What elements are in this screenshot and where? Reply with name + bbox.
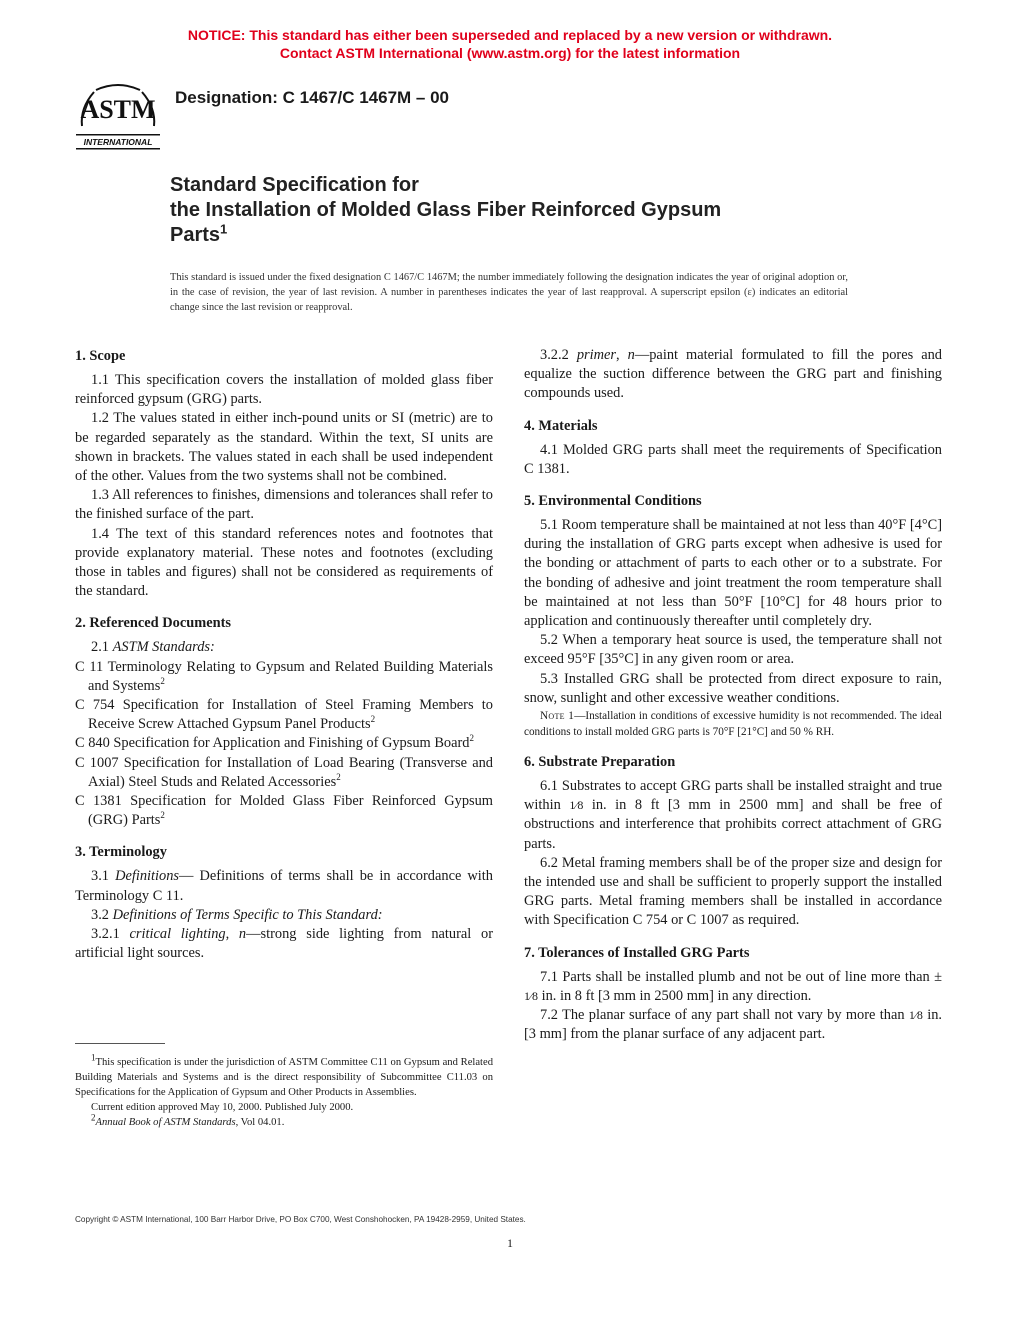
right-column bbox=[524, 346, 942, 1056]
section-heading: 7. Tolerances of Installed GRG Parts bbox=[524, 944, 750, 961]
section-environmental-conditions bbox=[524, 491, 942, 740]
reference-item: C 754 Specification for Installation of Steel Framing Members to Receive Screw Attached Gypsum Panel Products$^2$ bbox=[75, 697, 493, 733]
title-footnote-ref: 1 bbox=[220, 221, 228, 237]
paragraph: 1.1 This specification covers the installation of molded glass fiber reinforced gypsum (GRG) parts. bbox=[75, 372, 493, 408]
title-line-3: Parts$^1$ bbox=[170, 221, 228, 246]
paragraph: 6.1 Substrates to accept GRG parts shall be installed straight and true within 1⁄8 in. in 8 ft [3 mm in 2500 mm] and shall be free of obstructions and interference that prohibits correct attachment of GRG parts. bbox=[524, 778, 942, 852]
section-heading: 2. Referenced Documents bbox=[75, 615, 231, 632]
paragraph: 3.2 Definitions of Terms Specific to This Standard: bbox=[91, 906, 383, 923]
notice-line-2: Contact ASTM International (www.astm.org) for the latest information bbox=[279, 45, 741, 61]
section-terminology-continued bbox=[524, 346, 942, 404]
paragraph: 6.2 Metal framing members shall be of the proper size and design for the intended use and shall be sufficient to properly support the installed GRG parts. Metal framing members shall be installed in accordance with Specification C 754 or C 1007 as required. bbox=[524, 854, 942, 929]
paragraph: 4.1 Molded GRG parts shall meet the requirements of Specification C 1381. bbox=[524, 441, 942, 477]
reference-item: C 840 Specification for Application and Finishing of Gypsum Board$^2$ bbox=[75, 733, 474, 752]
notice-banner bbox=[0, 26, 1020, 62]
footnotes bbox=[75, 1052, 493, 1130]
section-materials bbox=[524, 416, 942, 479]
section-heading: 1. Scope bbox=[75, 348, 126, 364]
paragraph: 7.2 The planar surface of any part shall not vary by more than 1⁄8 in. [3 mm] from the planar surface of any adjacent part. bbox=[524, 1007, 942, 1043]
section-heading: 5. Environmental Conditions bbox=[524, 493, 702, 510]
note-1: Note 1—Installation in conditions of excessive humidity is not recommended. The ideal conditions to install molded GRG parts is 70°F [21°C] and 50 % RH. bbox=[524, 710, 942, 739]
section-heading: 4. Materials bbox=[524, 417, 598, 434]
reference-item: C 11 Terminology Relating to Gypsum and Related Building Materials and Systems$^2$ bbox=[75, 658, 493, 694]
footnote-1: $^1$This specification is under the jurisdiction of ASTM Committee C11 on Gypsum and Related Building Materials and Systems and is the direct responsibility of Subcommittee C11.03 on Specifications for the Application of Gypsum and Other Products in Assemblies. bbox=[75, 1052, 493, 1098]
designation: Designation: C 1467/C 1467M – 00 bbox=[175, 88, 450, 107]
page-number: 1 bbox=[507, 1236, 513, 1250]
section-terminology bbox=[75, 842, 493, 963]
section-tolerances bbox=[524, 943, 942, 1045]
title-line-1: Standard Specification for bbox=[170, 174, 419, 196]
logo-international: INTERNATIONAL bbox=[83, 137, 153, 147]
title-line-2: the Installation of Molded Glass Fiber Reinforced Gypsum bbox=[170, 199, 722, 221]
paragraph: 2.1 ASTM Standards: bbox=[91, 639, 215, 656]
paragraph: 3.2.1 critical lighting, n—strong side lighting from natural or artificial light sources. bbox=[75, 926, 493, 962]
paragraph: 3.1 Definitions— Definitions of terms shall be in accordance with Terminology C 11. bbox=[75, 868, 494, 904]
section-scope bbox=[75, 346, 493, 601]
section-heading: 3. Terminology bbox=[75, 844, 167, 861]
paragraph: 7.1 Parts shall be installed plumb and not be out of line more than ± 1⁄8 in. in 8 ft [3 mm in 2500 mm] in any direction. bbox=[524, 968, 942, 1004]
section-substrate-preparation bbox=[524, 752, 942, 931]
logo-letters: ASTM bbox=[80, 95, 156, 124]
copyright-line: Copyright © ASTM International, 100 Barr Harbor Drive, PO Box C700, West Conshohocken, PA 19428-2959, United States. bbox=[75, 1215, 526, 1224]
reference-item: C 1007 Specification for Installation of Load Bearing (Transverse and Axial) Steel Studs and Related Accessories$^2$ bbox=[75, 754, 493, 790]
paragraph: 3.2.2 primer, n—paint material formulated to fill the pores and equalize the suction difference between the GRG part and finishing compounds used. bbox=[524, 347, 942, 402]
footnote-divider bbox=[75, 1043, 165, 1044]
paragraph: 1.3 All references to finishes, dimensions and tolerances shall refer to the finished surface of the part. bbox=[75, 487, 493, 523]
footnote-1-approval: Current edition approved May 10, 2000. Published July 2000. bbox=[91, 1102, 354, 1113]
paragraph: 5.2 When a temporary heat source is used, the temperature shall not exceed 95°F [35°C] in any given room or area. bbox=[524, 632, 942, 668]
issuance-note: This standard is issued under the fixed designation C 1467/C 1467M; the number immediately following the designation indicates the year of original adoption or, in the case of revision, the year of last revision. A number in parentheses indicates the year of last reapproval. A superscript epsilon (ε) indicates an editorial change since the last revision or reapproval. bbox=[170, 272, 848, 313]
notice-line-1: NOTICE: This standard has either been superseded and replaced by a new version or withdrawn. bbox=[187, 27, 833, 43]
paragraph: 5.1 Room temperature shall be maintained at not less than 40°F [4°C] during the installation of GRG parts except when adhesive is used for the bonding or attachment of parts to each other or to a substrate. For the bonding of adhesive and joint treatment the room temperature shall be maintained at not less than 50°F [10°C] for 48 hours prior to application and continuously thereafter until completely dry. bbox=[524, 517, 942, 630]
paragraph: 5.3 Installed GRG shall be protected from direct exposure to rain, snow, sunlight and other excessive weather conditions. bbox=[524, 670, 942, 706]
paragraph: 1.2 The values stated in either inch-pound units or SI (metric) are to be regarded separately as the standard. Within the text, SI units are shown in brackets. The values stated in each shall be used independent of the other. Values from the two systems shall not be combined. bbox=[75, 410, 493, 485]
astm-logo bbox=[72, 78, 164, 152]
document-title bbox=[170, 173, 930, 248]
reference-item: C 1381 Specification for Molded Glass Fiber Reinforced Gypsum (GRG) Parts$^2$ bbox=[75, 793, 493, 829]
paragraph: 1.4 The text of this standard references notes and footnotes that provide explanatory material. These notes and footnotes (excluding those in tables and figures) shall not be considered as requirements of the standard. bbox=[75, 525, 493, 600]
section-heading: 6. Substrate Preparation bbox=[524, 754, 676, 771]
section-referenced-documents bbox=[75, 613, 493, 830]
left-column bbox=[75, 346, 493, 975]
footnote-2: $^2$Annual Book of ASTM Standards, Vol 04.01. bbox=[91, 1112, 285, 1128]
